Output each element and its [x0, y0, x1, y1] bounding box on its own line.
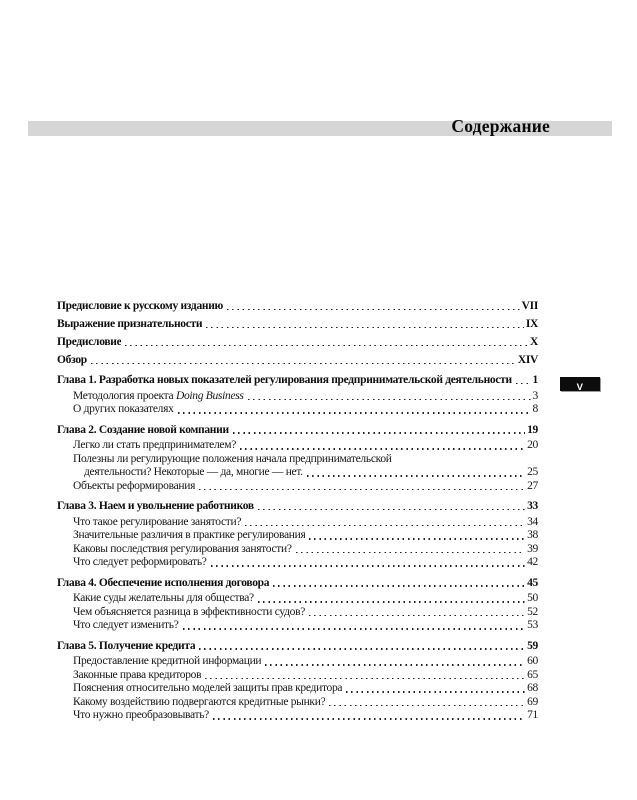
toc-entry — [57, 606, 538, 620]
dot-leader — [211, 565, 526, 567]
page-number: 27 — [527, 479, 538, 492]
dot-leader — [309, 615, 525, 617]
toc-entry — [57, 556, 538, 570]
toc-chapter-entry — [57, 576, 538, 590]
page-number: 19 — [527, 423, 538, 436]
toc-entry-title: Законные права кредиторов — [73, 668, 202, 681]
page-number: 52 — [527, 605, 538, 618]
toc-entry — [57, 516, 538, 530]
toc-entry-title: Пояснения относительно моделей защиты прав кредитора — [73, 682, 343, 694]
dot-leader — [199, 648, 525, 650]
page-number: VII — [521, 300, 538, 312]
page-number: 38 — [527, 529, 538, 541]
dot-leader — [307, 475, 525, 477]
page-number: 71 — [527, 709, 538, 721]
dot-leader — [516, 383, 531, 385]
page-number: 3 — [532, 389, 538, 402]
toc-entry-title: Выражение признательности — [57, 318, 203, 330]
toc-entry-title: О других показателях — [73, 403, 174, 415]
dot-leader — [233, 432, 525, 434]
toc-entry — [57, 439, 538, 453]
toc-entry-title: Каковы последствия регулирования занятости? — [73, 542, 292, 555]
toc-entry — [57, 696, 538, 710]
page-number: 1 — [532, 374, 538, 386]
toc-entry-title: Глава 5. Получение кредита — [57, 639, 196, 652]
toc-entry-title: Глава 3. Наем и увольнение работников — [57, 500, 254, 512]
page-number: 33 — [527, 500, 538, 512]
page-number: 68 — [527, 682, 538, 694]
toc-entry-title: Что такое регулирование занятости? — [73, 515, 242, 528]
page-number-tab — [560, 377, 600, 391]
dot-leader — [309, 538, 525, 540]
toc-entry-title: Глава 1. Разработка новых показателей регулирования предпринимательской деятельности — [57, 374, 512, 386]
page-number: 69 — [527, 695, 538, 708]
toc-entry — [57, 592, 538, 606]
dot-leader — [240, 448, 525, 450]
page-number: 42 — [527, 556, 538, 568]
toc-chapter-entry — [57, 423, 538, 437]
toc-entry — [57, 709, 538, 723]
page-number: 8 — [532, 403, 538, 415]
toc-entry-title: Методология проекта Doing Business — [73, 389, 244, 402]
dot-leader — [213, 718, 525, 720]
toc-entry-title: Предисловие — [57, 336, 122, 348]
toc-entry — [57, 480, 538, 494]
dot-leader — [91, 363, 516, 365]
page-number: 45 — [527, 576, 538, 589]
page-title: Содержание — [451, 115, 550, 136]
toc-chapter-entry — [57, 373, 538, 387]
toc-entry — [57, 353, 538, 367]
dot-leader — [258, 601, 525, 603]
dot-leader — [206, 327, 524, 329]
page-number: 65 — [527, 668, 538, 681]
page-number: X — [529, 336, 538, 348]
dot-leader — [183, 628, 526, 630]
toc-entry — [57, 655, 538, 669]
dot-leader — [258, 509, 525, 511]
dot-leader — [296, 552, 525, 554]
toc-entry-title: деятельности? Некоторые — да, многие — нет. — [84, 466, 303, 478]
toc-entry — [57, 529, 538, 543]
page-number-tab-label: V — [576, 382, 584, 393]
toc-entry-title: Значительные различия в практике регулирования — [73, 529, 306, 541]
toc-entry-title: Глава 4. Обеспечение исполнения договора — [57, 576, 270, 589]
toc-entry-title: Объекты реформирования — [73, 479, 196, 492]
toc-entry-title: Что следует изменить? — [73, 619, 179, 631]
page-number: XIV — [517, 354, 538, 366]
toc-entry-title: Глава 2. Создание новой компании — [57, 423, 229, 436]
toc-entry-title: Предоставление кредитной информации — [73, 655, 262, 667]
page-number: 34 — [527, 515, 538, 528]
toc-entry-title: Обзор — [57, 354, 87, 366]
toc-entry-title: Что нужно преобразовывать? — [73, 709, 209, 721]
dot-leader — [227, 309, 520, 311]
dot-leader — [199, 489, 525, 491]
toc-entry — [57, 466, 538, 480]
dot-leader — [273, 585, 525, 587]
toc-entry-title: Какому воздействию подвергаются кредитные рынки? — [73, 695, 326, 708]
toc-entry — [57, 335, 538, 349]
toc-entry — [57, 543, 538, 557]
toc-entry — [57, 669, 538, 683]
dot-leader — [248, 399, 531, 401]
header-bar — [28, 115, 612, 136]
toc-entry — [57, 619, 538, 633]
toc-entry-title: Что следует реформировать? — [73, 556, 207, 568]
toc-entry-title-italic: Doing Business — [175, 389, 244, 402]
toc-entry-title: Какие суды желательны для общества? — [73, 592, 254, 604]
toc-entry — [57, 453, 538, 467]
page-number: 60 — [527, 655, 538, 667]
table-of-contents — [57, 299, 538, 723]
dot-leader — [265, 664, 525, 666]
toc-entry — [57, 299, 538, 313]
toc-entry-title: Предисловие к русскому изданию — [57, 300, 224, 312]
dot-leader — [205, 678, 525, 680]
toc-entry-title: Легко ли стать предпринимателем? — [73, 439, 236, 451]
toc-entry — [57, 403, 538, 417]
dot-leader — [329, 705, 525, 707]
page-number: 39 — [527, 542, 538, 555]
dot-leader — [125, 345, 528, 347]
page-number: IX — [525, 318, 538, 330]
toc-chapter-entry — [57, 639, 538, 653]
dot-leader — [178, 412, 531, 414]
toc-chapter-entry — [57, 499, 538, 513]
page-number: 53 — [527, 619, 538, 631]
dot-leader — [245, 525, 525, 527]
toc-entry-title: Полезны ли регулирующие положения начала предпринимательской — [73, 452, 392, 465]
page-number: 20 — [527, 439, 538, 451]
page-number: 25 — [527, 466, 538, 478]
toc-entry-title: Чем объясняется разница в эффективности судов? — [73, 605, 306, 618]
page-number: 59 — [527, 639, 538, 652]
page-number: 50 — [527, 592, 538, 604]
toc-entry — [57, 682, 538, 696]
toc-entry — [57, 317, 538, 331]
dot-leader — [346, 691, 525, 693]
toc-entry — [57, 390, 538, 404]
